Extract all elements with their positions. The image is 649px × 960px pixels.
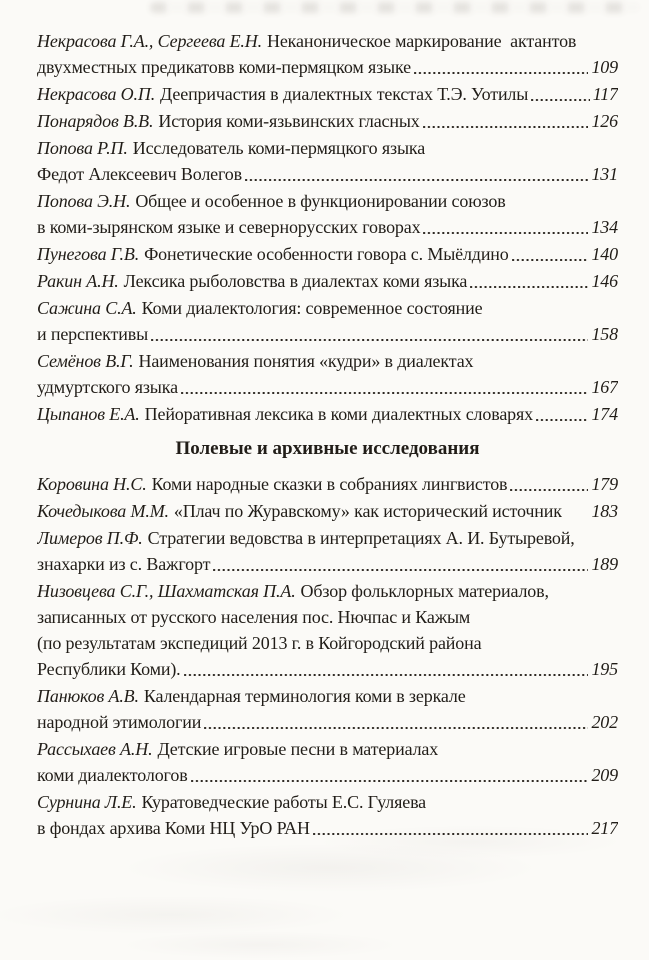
entry-text: (по результатам экспедиций 2013 г. в Койгородский района xyxy=(37,633,482,653)
entry-text: Неканоническое маркирование актантов xyxy=(266,31,577,51)
toc-line xyxy=(37,295,618,321)
dot-leader xyxy=(188,762,592,788)
toc-line xyxy=(37,214,618,240)
entry-text: удмуртского языка xyxy=(37,377,178,397)
entry-author: Сажина С.А. xyxy=(37,298,137,318)
toc-line xyxy=(37,498,618,524)
entry-author: Семёнов В.Г. xyxy=(37,351,134,371)
dot-leader xyxy=(178,374,592,400)
entry-text: Лексика рыболовства в диалектах коми языка xyxy=(123,271,468,291)
toc-line xyxy=(37,525,618,551)
entry-text: записанных от русского населения пос. Нючпас и Кажым xyxy=(37,607,471,627)
entry-text: «Плач по Журавскому» как исторический источник xyxy=(173,501,562,521)
page-number: 195 xyxy=(591,659,618,679)
entry-author: Попова Э.Н. xyxy=(37,191,131,211)
toc-entry xyxy=(37,401,618,427)
toc-entry xyxy=(37,108,618,134)
page-number: 146 xyxy=(591,271,618,291)
entry-text: Деепричастия в диалектных текстах Т.Э. Уотилы xyxy=(160,84,529,104)
toc-entry xyxy=(37,295,618,347)
toc-line xyxy=(37,578,618,604)
entry-author: Ракин А.Н. xyxy=(37,271,119,291)
page-number: 134 xyxy=(591,217,618,237)
dot-leader xyxy=(420,108,592,134)
entry-text: и перспективы xyxy=(37,324,149,344)
dot-leader xyxy=(467,268,591,294)
page-number: 140 xyxy=(591,244,618,264)
toc-entry xyxy=(37,241,618,267)
toc-line xyxy=(37,54,618,80)
entry-text: знахарки из с. Важгорт xyxy=(37,554,211,574)
dot-leader xyxy=(562,498,592,524)
entry-author: Панюков А.В. xyxy=(37,686,139,706)
toc-line xyxy=(37,241,618,267)
toc-line xyxy=(37,815,618,841)
dot-leader xyxy=(148,321,591,347)
dot-leader xyxy=(420,214,591,240)
entry-text: Детские игровые песни в материалах xyxy=(157,739,439,759)
toc-line xyxy=(37,604,618,630)
dot-leader xyxy=(509,241,592,267)
entry-author: Цыпанов Е.А. xyxy=(37,404,140,424)
toc-line xyxy=(37,321,618,347)
toc-line xyxy=(37,709,618,735)
page-number: 174 xyxy=(591,404,618,424)
dot-leader xyxy=(533,401,591,427)
dot-leader xyxy=(242,161,591,187)
entry-text: Республики Коми). xyxy=(37,659,181,679)
entry-author: Некрасова Г.А., Сергеева Е.Н. xyxy=(37,31,262,51)
page-number: 217 xyxy=(591,818,618,838)
page-number: 109 xyxy=(591,57,618,77)
page-number: 189 xyxy=(591,554,618,574)
toc-line xyxy=(37,268,618,294)
toc-entry xyxy=(37,348,618,400)
toc-entry xyxy=(37,525,618,577)
toc-entry xyxy=(37,81,618,107)
entry-text: Стратегии ведовства в интерпретациях А. И. Бутыревой, xyxy=(147,528,575,548)
toc-line xyxy=(37,789,618,815)
entry-text: народной этимологии xyxy=(37,712,202,732)
page-number: 202 xyxy=(591,712,618,732)
entry-text: Федот Алексеевич Волегов xyxy=(37,164,242,184)
page-number: 183 xyxy=(591,501,618,521)
dot-leader xyxy=(210,551,591,577)
entry-text: История коми-язьвинских гласных xyxy=(158,111,420,131)
toc-entry xyxy=(37,188,618,240)
entry-author: Коровина Н.С. xyxy=(37,474,147,494)
toc-entry xyxy=(37,28,618,80)
entry-author: Рассыхаев А.Н. xyxy=(37,739,153,759)
entry-author: Пунегова Г.В. xyxy=(37,244,140,264)
page-number: 117 xyxy=(592,84,618,104)
entry-text: в фондах архива Коми НЦ УрО РАН xyxy=(37,818,310,838)
entry-text: Фонетические особенности говора с. Мыёлдино xyxy=(144,244,509,264)
entry-author: Лимеров П.Ф. xyxy=(37,528,143,548)
entry-text: Обзор фольклорных материалов, xyxy=(300,581,549,601)
dot-leader xyxy=(507,471,591,497)
toc-entry xyxy=(37,736,618,788)
page-number: 167 xyxy=(591,377,618,397)
toc-entry xyxy=(37,471,618,497)
entry-text: Куратоведческие работы Е.С. Гуляева xyxy=(141,792,427,812)
entry-author: Некрасова О.П. xyxy=(37,84,156,104)
toc-entry xyxy=(37,135,618,187)
entry-text: Коми диалектология: современное состояние xyxy=(141,298,483,318)
entry-text: Исследователь коми-пермяцкого языка xyxy=(132,138,426,158)
toc-line xyxy=(37,762,618,788)
dot-leader xyxy=(528,81,593,107)
page-number: 158 xyxy=(591,324,618,344)
toc-line xyxy=(37,81,618,107)
entry-author: Сурнина Л.Е. xyxy=(37,792,137,812)
toc-line xyxy=(37,630,618,656)
toc-line xyxy=(37,108,618,134)
toc-line xyxy=(37,348,618,374)
toc-line xyxy=(37,551,618,577)
toc-line xyxy=(37,374,618,400)
toc-entry xyxy=(37,578,618,682)
entry-author: Понарядов В.В. xyxy=(37,111,154,131)
dot-leader xyxy=(411,54,591,80)
entry-author: Попова Р.П. xyxy=(37,138,128,158)
page-number: 179 xyxy=(591,474,618,494)
toc-entry xyxy=(37,268,618,294)
dot-leader xyxy=(201,709,591,735)
entry-text: двухместных предикатовв коми-пермяцком языке xyxy=(37,57,411,77)
dot-leader xyxy=(181,656,592,682)
entry-text: в коми-зырянском языке и севернорусских говорах xyxy=(37,217,421,237)
entry-text: Пейоративная лексика в коми диалектных словарях xyxy=(144,404,533,424)
entry-author: Кочедыкова М.М. xyxy=(37,501,169,521)
entry-text: Коми народные сказки в собраниях лингвистов xyxy=(151,474,508,494)
toc-line xyxy=(37,401,618,427)
entry-author: Низовцева С.Г., Шахматская П.А. xyxy=(37,581,296,601)
dot-leader xyxy=(310,815,592,841)
toc-line xyxy=(37,135,618,161)
toc-line xyxy=(37,683,618,709)
toc-entry xyxy=(37,789,618,841)
toc-line xyxy=(37,28,618,54)
page-number: 209 xyxy=(591,765,618,785)
entry-text: Общее и особенное в функционировании союзов xyxy=(135,191,506,211)
entry-text: коми диалектологов xyxy=(37,765,188,785)
toc-line xyxy=(37,161,618,187)
entry-text: Календарная терминология коми в зеркале xyxy=(143,686,466,706)
toc-line xyxy=(37,188,618,214)
page-number: 126 xyxy=(591,111,618,131)
toc-line xyxy=(37,736,618,762)
toc-line xyxy=(37,656,618,682)
page-number: 131 xyxy=(591,164,618,184)
toc-entry xyxy=(37,683,618,735)
section-heading: Полевые и архивные исследования xyxy=(175,438,480,459)
entry-text: Наименования понятия «кудри» в диалектах xyxy=(138,351,474,371)
toc-line xyxy=(37,471,618,497)
toc-entry xyxy=(37,498,618,524)
